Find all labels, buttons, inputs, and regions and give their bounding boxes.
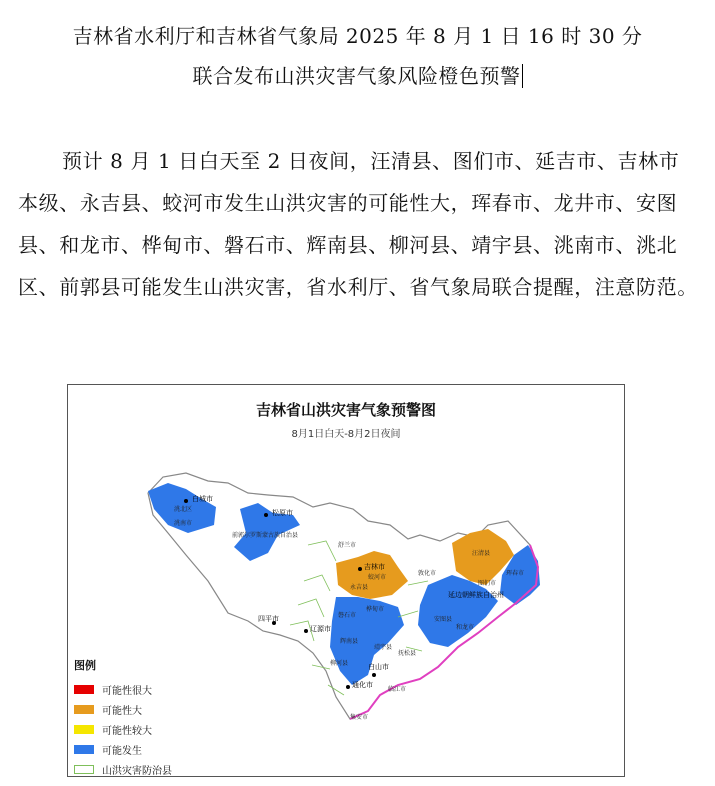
legend-label: 可能性很大 <box>102 685 152 697</box>
title-line-2-text: 联合发布山洪灾害气象风险橙色预警 <box>192 64 521 88</box>
legend-title: 图例 <box>74 659 96 672</box>
label-fusong: 抚松县 <box>398 650 417 657</box>
legend-swatch-red <box>74 685 94 694</box>
legend-item <box>74 679 172 699</box>
city-dot-baicheng <box>184 499 188 503</box>
label-yanbian: 延边朝鲜族自治州 <box>448 591 504 599</box>
label-tonghua: 通化市 <box>352 681 373 689</box>
city-dot-liaoyuan <box>304 629 308 633</box>
legend-swatch-orange <box>74 705 94 714</box>
legend-label: 可能性较大 <box>102 725 152 737</box>
legend-label: 可能发生 <box>102 745 142 757</box>
label-panshi: 磐石市 <box>338 612 357 619</box>
label-siping: 四平市 <box>258 615 279 623</box>
label-songyuan: 松原市 <box>272 509 293 517</box>
map-subtitle: 8月1日白天-8月2日夜间 <box>291 429 401 440</box>
label-wangqing: 汪清县 <box>472 550 491 557</box>
warning-paragraph: 预计 8 月 1 日白天至 2 日夜间，汪清县、图们市、延吉市、吉林市本级、永吉县、蛟河市发生山洪灾害的可能性大，珲春市、龙井市、安图县、和龙市、桦甸市、磐石市、辉南县、柳河县、靖宇县、洮南市、洮北区、前郭县可能发生山洪灾害，省水利厅、省气象局联合提醒，注意防范。 <box>18 149 698 299</box>
warning-map <box>67 384 625 777</box>
label-baishan: 白山市 <box>368 663 389 671</box>
label-jiaohe: 蛟河市 <box>368 574 387 581</box>
legend-item <box>74 719 172 739</box>
legend-label: 山洪灾害防治县 <box>102 765 172 777</box>
label-yongji: 永吉县 <box>350 584 369 591</box>
label-shulan: 舒兰市 <box>338 542 357 549</box>
label-hunchun: 珲春市 <box>506 570 525 577</box>
city-dot-baishan <box>372 673 376 677</box>
legend-item <box>74 739 172 759</box>
label-dunhua: 敦化市 <box>418 570 437 577</box>
city-dot-tonghua <box>346 685 350 689</box>
label-jingyu: 靖宇县 <box>374 644 393 651</box>
legend-label: 可能性大 <box>102 705 142 717</box>
city-dot-songyuan <box>264 513 268 517</box>
text-cursor <box>522 64 523 88</box>
document-title-line-1: 吉林省水利厅和吉林省气象局 2025 年 8 月 1 日 16 时 30 分 <box>72 24 643 48</box>
label-baicheng: 白城市 <box>192 495 213 503</box>
legend-item <box>74 759 172 779</box>
label-liaoyuan: 辽源市 <box>310 625 331 633</box>
label-taobei: 洮北区 <box>174 506 193 513</box>
label-helong: 和龙市 <box>456 624 475 631</box>
label-qianguo: 前郭尔罗斯蒙古族自治县 <box>232 532 299 539</box>
label-jilin: 吉林市 <box>364 563 385 571</box>
label-tumen: 图们市 <box>478 580 497 587</box>
label-huadian: 桦甸市 <box>366 606 385 613</box>
legend-swatch-blue <box>74 745 94 754</box>
map-title: 吉林省山洪灾害气象预警图 <box>255 401 436 419</box>
legend-swatch-county-outline <box>74 765 94 774</box>
label-antu: 安图县 <box>434 616 453 623</box>
city-dot-jilin <box>358 567 362 571</box>
label-huinan: 辉南县 <box>340 638 359 645</box>
label-taonan: 洮南市 <box>174 520 193 527</box>
legend-item <box>74 699 172 719</box>
label-liuhe: 柳河县 <box>330 660 349 667</box>
label-linjiang: 临江市 <box>388 686 407 693</box>
label-jian: 集安市 <box>350 714 369 721</box>
map-legend <box>74 657 172 779</box>
legend-swatch-yellow <box>74 725 94 734</box>
document-title-line-2 <box>0 60 715 89</box>
